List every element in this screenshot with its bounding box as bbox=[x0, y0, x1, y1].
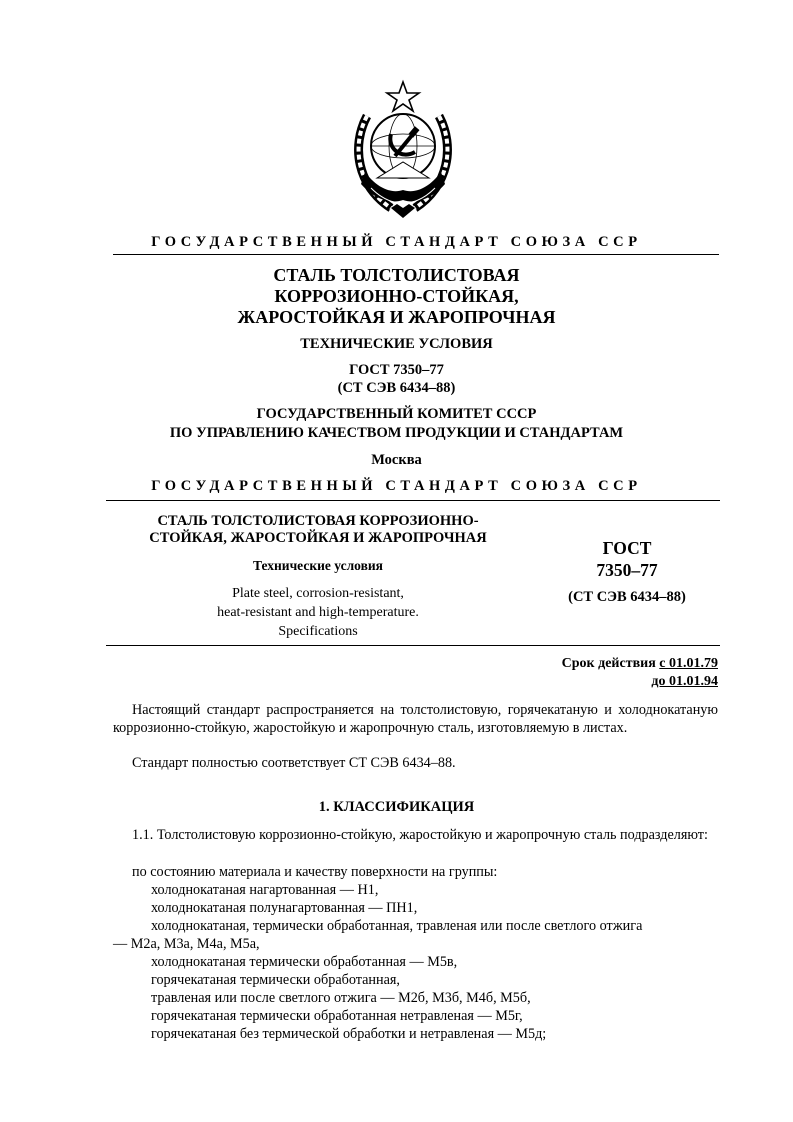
committee-line-2: ПО УПРАВЛЕНИЮ КАЧЕСТВОМ ПРОДУКЦИИ И СТАНДАРТАМ bbox=[169, 425, 624, 441]
header-second: ГОСУДАРСТВЕННЫЙ СТАНДАРТ СОЮЗА ССР bbox=[151, 478, 642, 494]
clause-1-1: 1.1. Толстолистовую коррозионно-стойкую, жаростойкую и жаропрочную сталь подразделяют: bbox=[132, 827, 708, 843]
divider bbox=[106, 500, 720, 501]
block-cmea: (СТ СЭВ 6434–88) bbox=[568, 589, 686, 605]
list-item: холоднокатаная полунагартованная — ПН1, bbox=[151, 900, 418, 916]
validity-to: до 01.01.94 bbox=[651, 674, 718, 689]
list-item: горячекатаная термически обработанная, bbox=[151, 972, 400, 988]
section-heading: 1. КЛАССИФИКАЦИЯ bbox=[318, 799, 475, 815]
cmea-number: (СТ СЭВ 6434–88) bbox=[337, 380, 456, 396]
header-top: ГОСУДАРСТВЕННЫЙ СТАНДАРТ СОЮЗА ССР bbox=[151, 234, 642, 250]
block-title-line-2: СТОЙКАЯ, ЖАРОСТОЙКАЯ И ЖАРОПРОЧНАЯ bbox=[149, 530, 487, 546]
block-title-line-1: СТАЛЬ ТОЛСТОЛИСТОВАЯ КОРРОЗИОННО- bbox=[157, 513, 479, 529]
list-item: холоднокатаная нагартованная — Н1, bbox=[151, 882, 379, 898]
clause-groups-intro: по состоянию материала и качеству поверхности на группы: bbox=[132, 864, 498, 880]
block-en-line-2: heat-resistant and high-temperature. bbox=[217, 605, 419, 620]
subtitle: ТЕХНИЧЕСКИЕ УСЛОВИЯ bbox=[300, 336, 493, 352]
intro-paragraph: Настоящий стандарт распространяется на толстолистовую, горячекатаную и холоднокатаную коррозионно-стойкую, жаростойкую и жаропрочную сталь, изготовляемую в листах. bbox=[113, 702, 718, 736]
block-en-line-3: Specifications bbox=[278, 624, 358, 639]
title-line-2: КОРРОЗИОННО-СТОЙКАЯ, bbox=[274, 286, 519, 306]
list-item: холоднокатаная термически обработанная — М5в, bbox=[151, 954, 458, 970]
block-gost-number: 7350–77 bbox=[596, 560, 658, 580]
block-en-line-1: Plate steel, corrosion-resistant, bbox=[232, 586, 404, 601]
divider bbox=[106, 645, 720, 646]
list-item: холоднокатаная, термически обработанная, травленая или после светлого отжига bbox=[151, 918, 643, 934]
block-subtitle: Технические условия bbox=[253, 558, 383, 573]
city: Москва bbox=[371, 452, 422, 468]
title-line-1: СТАЛЬ ТОЛСТОЛИСТОВАЯ bbox=[273, 265, 520, 285]
committee-line-1: ГОСУДАРСТВЕННЫЙ КОМИТЕТ СССР bbox=[256, 406, 537, 422]
state-emblem bbox=[347, 76, 459, 222]
list-item: — М2а, М3а, М4а, М5а, bbox=[113, 936, 260, 952]
list-item: горячекатаная без термической обработки и нетравленая — М5д; bbox=[151, 1026, 547, 1042]
block-gost-label: ГОСТ bbox=[602, 538, 652, 558]
validity-label: Срок действия bbox=[561, 656, 656, 671]
list-item: травленая или после светлого отжига — М2б, М3б, М4б, М5б, bbox=[151, 990, 531, 1006]
divider bbox=[113, 254, 719, 255]
intro-compliance: Стандарт полностью соответствует СТ СЭВ 6434–88. bbox=[132, 755, 456, 771]
validity-from-line bbox=[562, 656, 718, 672]
gost-number: ГОСТ 7350–77 bbox=[349, 362, 444, 378]
list-item: горячекатаная термически обработанная нетравленая — М5г, bbox=[151, 1008, 523, 1024]
validity-from: с 01.01.79 bbox=[659, 656, 718, 671]
title-line-3: ЖАРОСТОЙКАЯ И ЖАРОПРОЧНАЯ bbox=[237, 307, 556, 327]
